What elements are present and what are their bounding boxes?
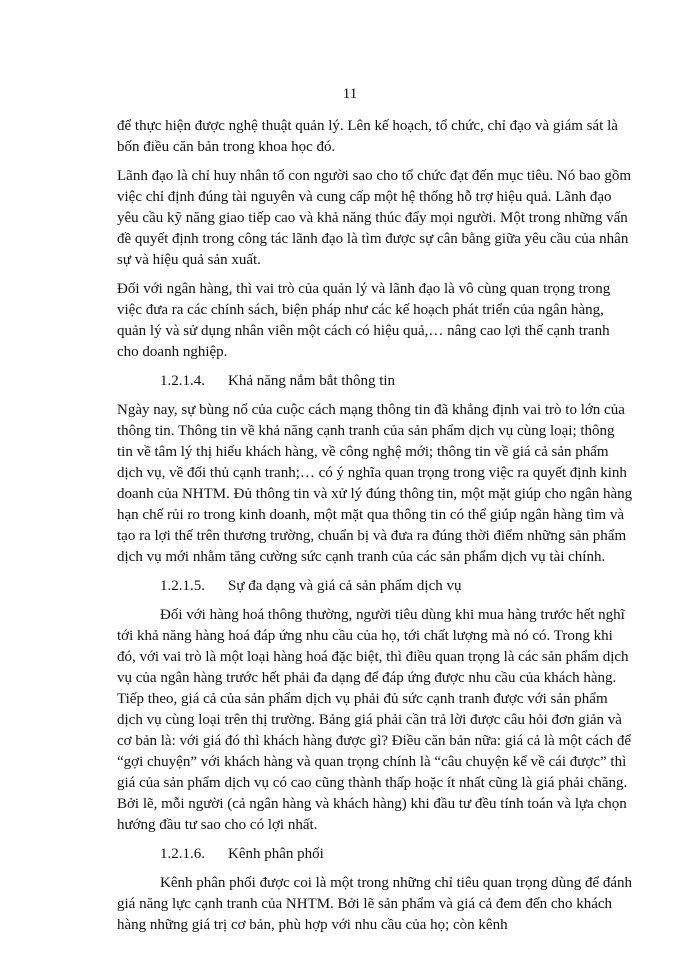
paragraph-information: Ngày nay, sự bùng nổ của cuộc cách mạng thông tin đã khẳng định vai trò to lớn của thông tin. Thông tin về khả năng cạnh tranh của sản phẩm dịch vụ cùng loại; thông tin về tâm lý thị hiếu khách hàng, về công nghệ mới; thông tin về giá cả sản phẩm dịch vụ, về đối thủ cạnh tranh;… có ý nghĩa quan trọng trong việc ra quyết định kinh doanh của NHTM. Đủ thông tin và xử lý đúng thông tin, một mặt giúp cho ngân hàng hạn chế rủi ro trong kinh doanh, một mặt qua thông tin có thể giúp ngân hàng tìm và tạo ra lợi thế trên thương trường, chuẩn bị và đưa ra đúng thời điểm những sản phẩm dịch vụ mới nhằm tăng cường sức cạnh tranh của các sản phẩm dịch vụ tài chính. (117, 402, 633, 565)
page-body (117, 116, 633, 944)
paragraph-bank-leadership: Đối với ngân hàng, thì vai trò của quản lý và lãnh đạo là vô cùng quan trọng trong việc đưa ra các chính sách, biện pháp như các kế hoạch phát triển của ngân hàng, quản lý và sử dụng nhân viên một cách có hiệu quả,… nâng cao lợi thế cạnh tranh cho doanh nghiệp. (117, 281, 611, 360)
paragraph-distribution-channel: Kênh phân phối được coi là một trong những chỉ tiêu quan trọng dùng để đánh giá năng lực cạnh tranh của NHTM. Bởi lẽ sản phẩm và giá cả đem đến cho khách hàng những giá trị cơ bản, phù hợp với nhu cầu của họ; còn kênh (117, 875, 633, 933)
section-heading-1-2-1-4 (117, 371, 633, 392)
paragraph-leadership-definition: Lãnh đạo là chỉ huy nhân tố con người sao cho tổ chức đạt đến mục tiêu. Nó bao gồm việc chỉ định đúng tài nguyên và cung cấp một hệ thống hỗ trợ hiệu quả. Lãnh đạo yêu cầu kỹ năng giao tiếp cao và khả năng thúc đẩy mọi người. Một trong những vấn đề quyết định trong công tác lãnh đạo là tìm được sự cân bằng giữa yêu cầu của nhân sự và hiệu quả sản xuất. (117, 168, 632, 268)
section-title: Khả năng nắm bắt thông tin (228, 373, 396, 389)
paragraph-diversity-price: Đối với hàng hoá thông thường, người tiêu dùng khi mua hàng trước hết nghĩ tới khả năng hàng hoá đáp ứng nhu cầu của họ, tới chất lượng mà nó có. Trong khi đó, với vai trò là một loại hàng hoá đặc biệt, thì điều quan trọng là các sản phẩm dịch vụ của ngân hàng trước hết phải đa dạng để đáp ứng được nhu cầu của khách hàng. Tiếp theo, giá cả của sản phẩm dịch vụ phải đủ sức cạnh tranh được với sản phẩm dịch vụ cùng loại trên thị trường. Bảng giá phải cần trả lời được câu hỏi đơn giản và cơ bản là: với giá đó thì khách hàng được gì? Điều căn bản nữa: giá cả là một cách để “gợi chuyện” với khách hàng và quan trọng chính là “câu chuyện kể về cái được” thì giá của sản phẩm dịch vụ có cao cũng thành thấp hoặc ít nhất cũng là giá phải chăng. Bởi lẽ, mỗi người (cả ngân hàng và khách hàng) khi đầu tư đều tính toán và lựa chọn hướng đầu tư sao cho có lợi nhất. (117, 607, 632, 833)
section-heading-1-2-1-6 (117, 844, 633, 865)
section-number: 1.2.1.6. (160, 846, 205, 862)
section-heading-1-2-1-5 (117, 576, 633, 597)
section-number: 1.2.1.5. (160, 578, 205, 594)
section-number: 1.2.1.4. (160, 373, 205, 389)
paragraph-leadership-continued: để thực hiện được nghệ thuật quản lý. Lên kế hoạch, tổ chức, chỉ đạo và giám sát là bốn điều căn bản trong khoa học đó. (117, 118, 618, 155)
section-title: Kênh phân phối (228, 846, 324, 862)
section-title: Sự đa dạng và giá cả sản phẩm dịch vụ (228, 578, 462, 594)
page-number: 11 (342, 86, 358, 102)
